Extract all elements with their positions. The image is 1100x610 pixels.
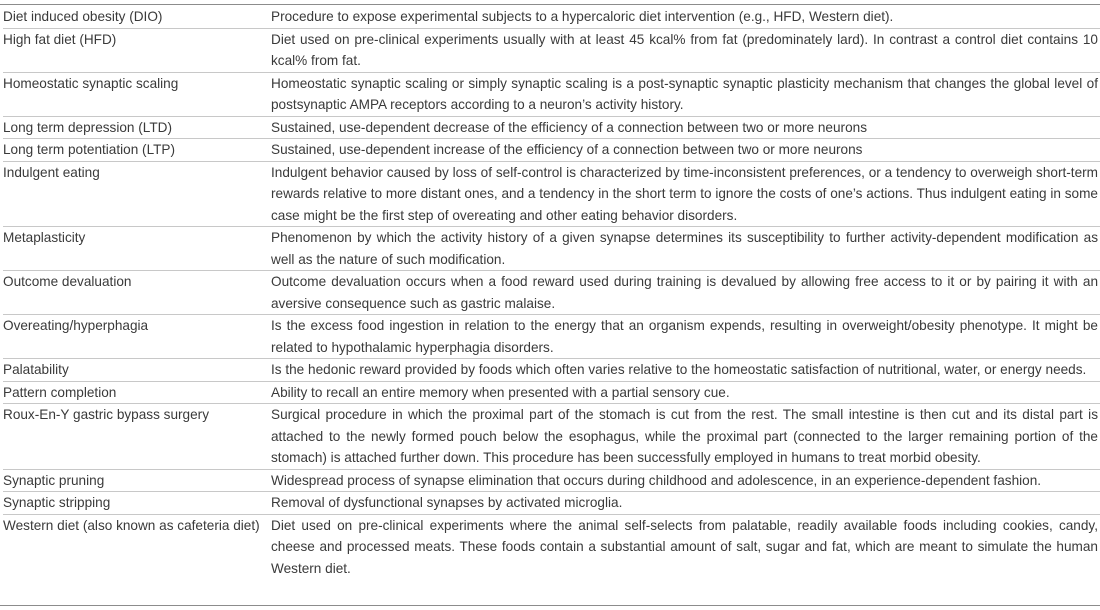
table-row bbox=[3, 492, 1100, 515]
table-bottom-rule bbox=[0, 605, 1100, 606]
definition-cell: Removal of dysfunctional synapses by activated microglia. bbox=[271, 492, 1100, 515]
definition-cell: Is the hedonic reward provided by foods which often varies relative to the homeostatic satisfaction of nutritional, water, or energy needs. bbox=[271, 359, 1100, 382]
table-row bbox=[3, 139, 1100, 162]
term-cell: Long term potentiation (LTP) bbox=[3, 139, 271, 162]
table-row bbox=[3, 28, 1100, 72]
table-row bbox=[3, 469, 1100, 492]
definition-cell: Sustained, use-dependent increase of the efficiency of a connection between two or more neurons bbox=[271, 139, 1100, 162]
table-row bbox=[3, 72, 1100, 116]
definition-cell: Indulgent behavior caused by loss of self-control is characterized by time-inconsistent preferences, or a tendency to overweigh short-term rewards relative to more distant ones, and a tendency in the short term to ignore the costs of one’s actions. Thus indulgent eating in some case might be the first step of overeating and other eating behavior disorders. bbox=[271, 161, 1100, 227]
term-cell: Homeostatic synaptic scaling bbox=[3, 72, 271, 116]
table-row bbox=[3, 116, 1100, 139]
table-row bbox=[3, 514, 1100, 579]
term-cell: Overeating/hyperphagia bbox=[3, 315, 271, 359]
term-cell: Outcome devaluation bbox=[3, 271, 271, 315]
term-cell: Pattern completion bbox=[3, 381, 271, 404]
glossary-table bbox=[3, 6, 1100, 579]
term-cell: Metaplasticity bbox=[3, 227, 271, 271]
table-row bbox=[3, 381, 1100, 404]
table-row bbox=[3, 271, 1100, 315]
definition-cell: Diet used on pre-clinical experiments usually with at least 45 kcal% from fat (predominately lard). In contrast a control diet contains 10 kcal% from fat. bbox=[271, 28, 1100, 72]
table-row bbox=[3, 6, 1100, 28]
term-cell: Diet induced obesity (DIO) bbox=[3, 6, 271, 28]
definition-cell: Sustained, use-dependent decrease of the efficiency of a connection between two or more neurons bbox=[271, 116, 1100, 139]
definition-cell: Diet used on pre-clinical experiments where the animal self-selects from palatable, readily available foods including cookies, candy, cheese and processed meats. These foods contain a substantial amount of salt, sugar and fat, which are meant to simulate the human Western diet. bbox=[271, 517, 1098, 576]
definition-cell: Procedure to expose experimental subjects to a hypercaloric diet intervention (e.g., HFD, Western diet). bbox=[271, 6, 1100, 28]
table-row bbox=[3, 359, 1100, 382]
definition-cell: Homeostatic synaptic scaling or simply synaptic scaling is a post-synaptic synaptic plasticity mechanism that changes the global level of postsynaptic AMPA receptors according to a neuron’s activity history. bbox=[271, 72, 1100, 116]
table-row bbox=[3, 315, 1100, 359]
term-cell: Indulgent eating bbox=[3, 161, 271, 227]
term-cell: Palatability bbox=[3, 359, 271, 382]
definition-cell: Is the excess food ingestion in relation to the energy that an organism expends, resulting in overweight/obesity phenotype. It might be related to hypothalamic hyperphagia disorders. bbox=[271, 315, 1100, 359]
table-row bbox=[3, 227, 1100, 271]
definition-cell: Phenomenon by which the activity history of a given synapse determines its susceptibility to further activity-dependent modification as well as the nature of such modification. bbox=[271, 227, 1100, 271]
term-cell: Roux-En-Y gastric bypass surgery bbox=[3, 404, 271, 470]
term-cell: Synaptic pruning bbox=[3, 469, 271, 492]
definition-cell: Widespread process of synapse elimination that occurs during childhood and adolescence, in an experience-dependent fashion. bbox=[271, 469, 1100, 492]
definition-cell: Surgical procedure in which the proximal part of the stomach is cut from the rest. The small intestine is then cut and its distal part is attached to the newly formed pouch below the esophagus, while the proximal part (connected to the larger remaining portion of the stomach) is attached further down. This procedure has been successfully employed in humans to treat morbid obesity. bbox=[271, 404, 1100, 470]
term-cell: Synaptic stripping bbox=[3, 492, 271, 515]
table-row bbox=[3, 161, 1100, 227]
term-cell: Western diet (also known as cafeteria diet) bbox=[3, 517, 260, 533]
term-cell: High fat diet (HFD) bbox=[3, 28, 271, 72]
term-cell: Long term depression (LTD) bbox=[3, 116, 271, 139]
definition-cell: Ability to recall an entire memory when presented with a partial sensory cue. bbox=[271, 381, 1100, 404]
table-top-rule bbox=[0, 4, 1100, 5]
table-row bbox=[3, 404, 1100, 470]
definition-cell: Outcome devaluation occurs when a food reward used during training is devalued by allowing free access to it or by pairing it with an aversive consequence such as gastric malaise. bbox=[271, 271, 1100, 315]
